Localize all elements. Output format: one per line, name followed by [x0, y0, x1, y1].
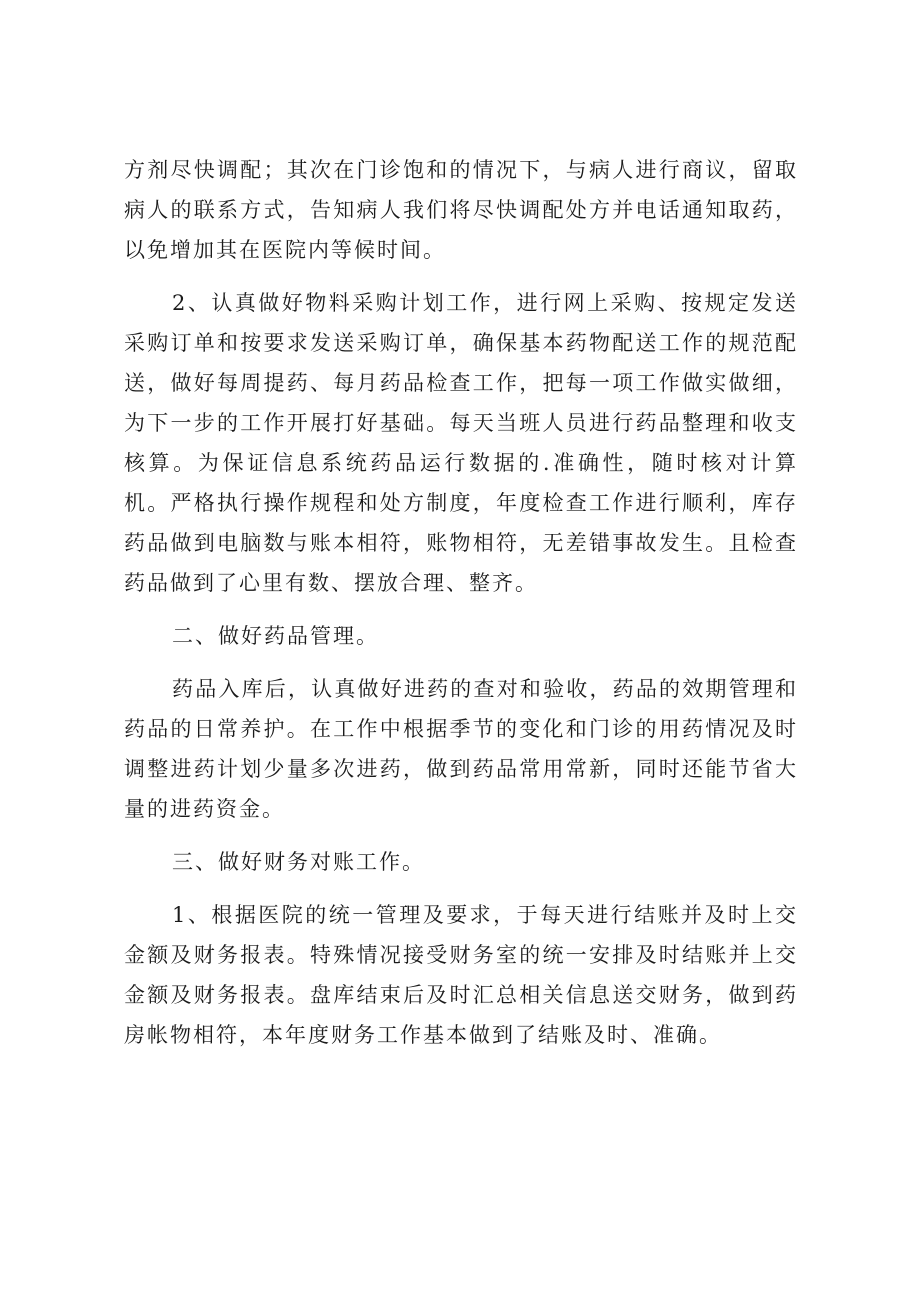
section-heading-drug-management: 二、做好药品管理。	[172, 624, 379, 648]
document-body	[124, 150, 798, 1068]
paragraph-drug-management: 药品入库后，认真做好进药的查对和验收，药品的效期管理和药品的日常养护。在工作中根据季节的变化和门诊的用药情况及时调整进药计划少量多次进药，做到药品常用常新，同时还能节省大量的进药资金。	[124, 677, 798, 821]
paragraph-finance: 1、根据医院的统一管理及要求，于每天进行结账并及时上交金额及财务报表。特殊情况接受财务室的统一安排及时结账并上交金额及财务报表。盘库结束后及时汇总相关信息送交财务，做到药房帐物相符，本年度财务工作基本做到了结账及时、准确。	[124, 903, 798, 1047]
section-heading-finance: 三、做好财务对账工作。	[172, 850, 425, 874]
paragraph-continuation: 方剂尽快调配；其次在门诊饱和的情况下，与病人进行商议，留取病人的联系方式，告知病人我们将尽快调配处方并电话通知取药，以免增加其在医院内等候时间。	[124, 158, 798, 262]
paragraph-procurement: 2、认真做好物料采购计划工作，进行网上采购、按规定发送采购订单和按要求发送采购订单，确保基本药物配送工作的规范配送，做好每周提药、每月药品检查工作，把每一项工作做实做细，为下一步的工作开展打好基础。每天当班人员进行药品整理和收支核算。为保证信息系统药品运行数据的.准确性，随时核对计算机。严格执行操作规程和处方制度，年度检查工作进行顺利，库存药品做到电脑数与账本相符，账物相符，无差错事故发生。且检查药品做到了心里有数、摆放合理、整齐。	[124, 291, 798, 595]
